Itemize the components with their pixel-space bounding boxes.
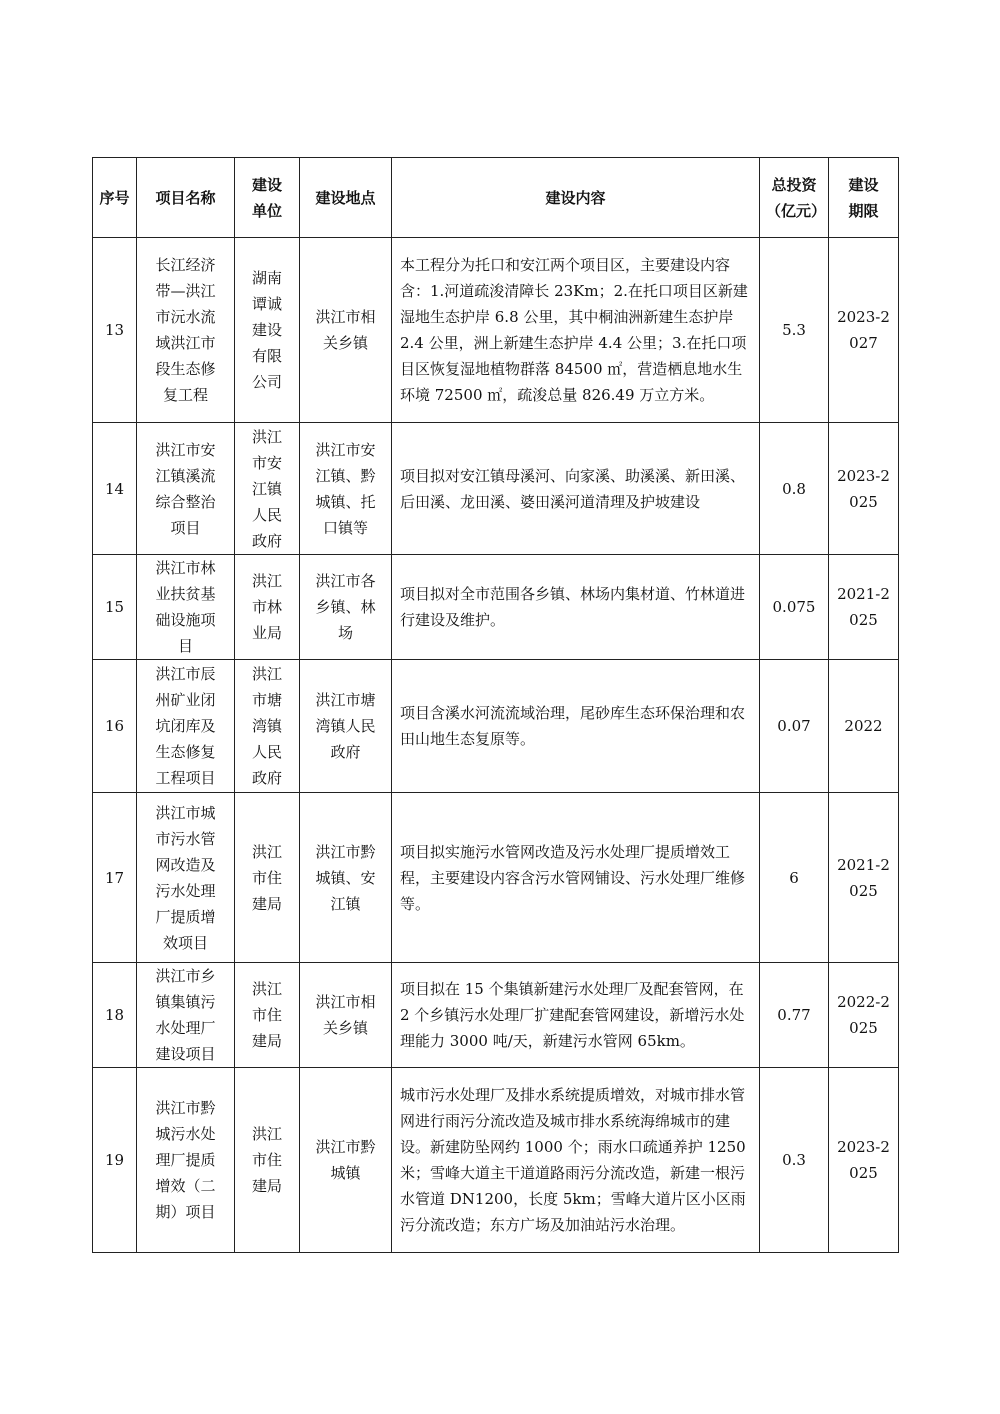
header-investment: 总投资（亿元） [760,158,829,238]
table-row [93,793,899,963]
header-location: 建设地点 [300,158,392,238]
row-content: 城市污水处理厂及排水系统提质增效，对城市排水管网进行雨污分流改造及城市排水系统海绵城市的建设。新建防坠网约 1000 个；雨水口疏通养护 1250 米；雪峰大道主干道道路雨污分流改造，新建一根污水管道 DN1200，长度 5km；雪峰大道片区小区雨污分流改造；东方广场及加油站污水治理。 [392,1068,760,1253]
row-location: 洪江市黔城镇、安江镇 [300,793,392,963]
row-period: 2023-2027 [829,238,899,423]
row-unit: 洪江市林业局 [235,555,300,660]
row-unit: 洪江市住建局 [235,793,300,963]
row-unit: 洪江市塘湾镇人民政府 [235,660,300,793]
row-investment: 0.075 [760,555,829,660]
row-location: 洪江市各乡镇、林场 [300,555,392,660]
table-row [93,238,899,423]
row-location: 洪江市相关乡镇 [300,963,392,1068]
row-seq: 17 [93,793,137,963]
row-project-name: 洪江市乡镇集镇污水处理厂建设项目 [137,963,235,1068]
row-period: 2022-2025 [829,963,899,1068]
row-project-name: 洪江市城市污水管网改造及污水处理厂提质增效项目 [137,793,235,963]
table-header-row [93,158,899,238]
row-seq: 16 [93,660,137,793]
row-period: 2021-2025 [829,793,899,963]
row-location: 洪江市安江镇、黔城镇、托口镇等 [300,423,392,555]
project-table [92,157,899,1253]
row-project-name: 洪江市黔城污水处理厂提质增效（二期）项目 [137,1068,235,1253]
row-location: 洪江市相关乡镇 [300,238,392,423]
row-seq: 15 [93,555,137,660]
header-seq: 序号 [93,158,137,238]
table-row [93,660,899,793]
row-investment: 5.3 [760,238,829,423]
row-project-name: 长江经济带—洪江市沅水流域洪江市段生态修复工程 [137,238,235,423]
header-name: 项目名称 [137,158,235,238]
row-unit: 洪江市住建局 [235,1068,300,1253]
row-period: 2021-2025 [829,555,899,660]
table-row [93,963,899,1068]
table-row [93,423,899,555]
row-investment: 0.3 [760,1068,829,1253]
row-unit: 洪江市住建局 [235,963,300,1068]
row-seq: 18 [93,963,137,1068]
row-location: 洪江市黔城镇 [300,1068,392,1253]
row-project-name: 洪江市安江镇溪流综合整治项目 [137,423,235,555]
row-content: 项目拟实施污水管网改造及污水处理厂提质增效工程，主要建设内容含污水管网铺设、污水处理厂维修等。 [392,793,760,963]
row-investment: 6 [760,793,829,963]
row-seq: 14 [93,423,137,555]
row-project-name: 洪江市林业扶贫基础设施项目 [137,555,235,660]
row-content: 本工程分为托口和安江两个项目区，主要建设内容含：1.河道疏浚清障长 23Km；2.在托口项目区新建湿地生态护岸 6.8 公里，其中桐油洲新建生态护岸 2.4 公里，洲上新建生态护岸 4.4 公里；3.在托口项目区恢复湿地植物群落 84500 ㎡，营造栖息地水生环境 72500 ㎡，疏浚总量 826.49 万立方米。 [392,238,760,423]
row-period: 2023-2025 [829,423,899,555]
row-project-name: 洪江市辰州矿业闭坑闭库及生态修复工程项目 [137,660,235,793]
row-period: 2023-2025 [829,1068,899,1253]
row-investment: 0.07 [760,660,829,793]
row-investment: 0.8 [760,423,829,555]
header-unit: 建设单位 [235,158,300,238]
row-investment: 0.77 [760,963,829,1068]
row-content: 项目拟对安江镇母溪河、向家溪、助溪溪、新田溪、后田溪、龙田溪、婆田溪河道清理及护坡建设 [392,423,760,555]
row-unit: 洪江市安江镇人民政府 [235,423,300,555]
row-content: 项目拟对全市范围各乡镇、林场内集材道、竹林道进行建设及维护。 [392,555,760,660]
table-row [93,1068,899,1253]
table-row [93,555,899,660]
row-location: 洪江市塘湾镇人民政府 [300,660,392,793]
row-seq: 13 [93,238,137,423]
row-period: 2022 [829,660,899,793]
header-period: 建设期限 [829,158,899,238]
row-seq: 19 [93,1068,137,1253]
header-content: 建设内容 [392,158,760,238]
row-unit: 湖南谭诚建设有限公司 [235,238,300,423]
row-content: 项目含溪水河流流域治理，尾砂库生态环保治理和农田山地生态复原等。 [392,660,760,793]
row-content: 项目拟在 15 个集镇新建污水处理厂及配套管网，在 2 个乡镇污水处理厂扩建配套管网建设，新增污水处理能力 3000 吨/天，新建污水管网 65km。 [392,963,760,1068]
